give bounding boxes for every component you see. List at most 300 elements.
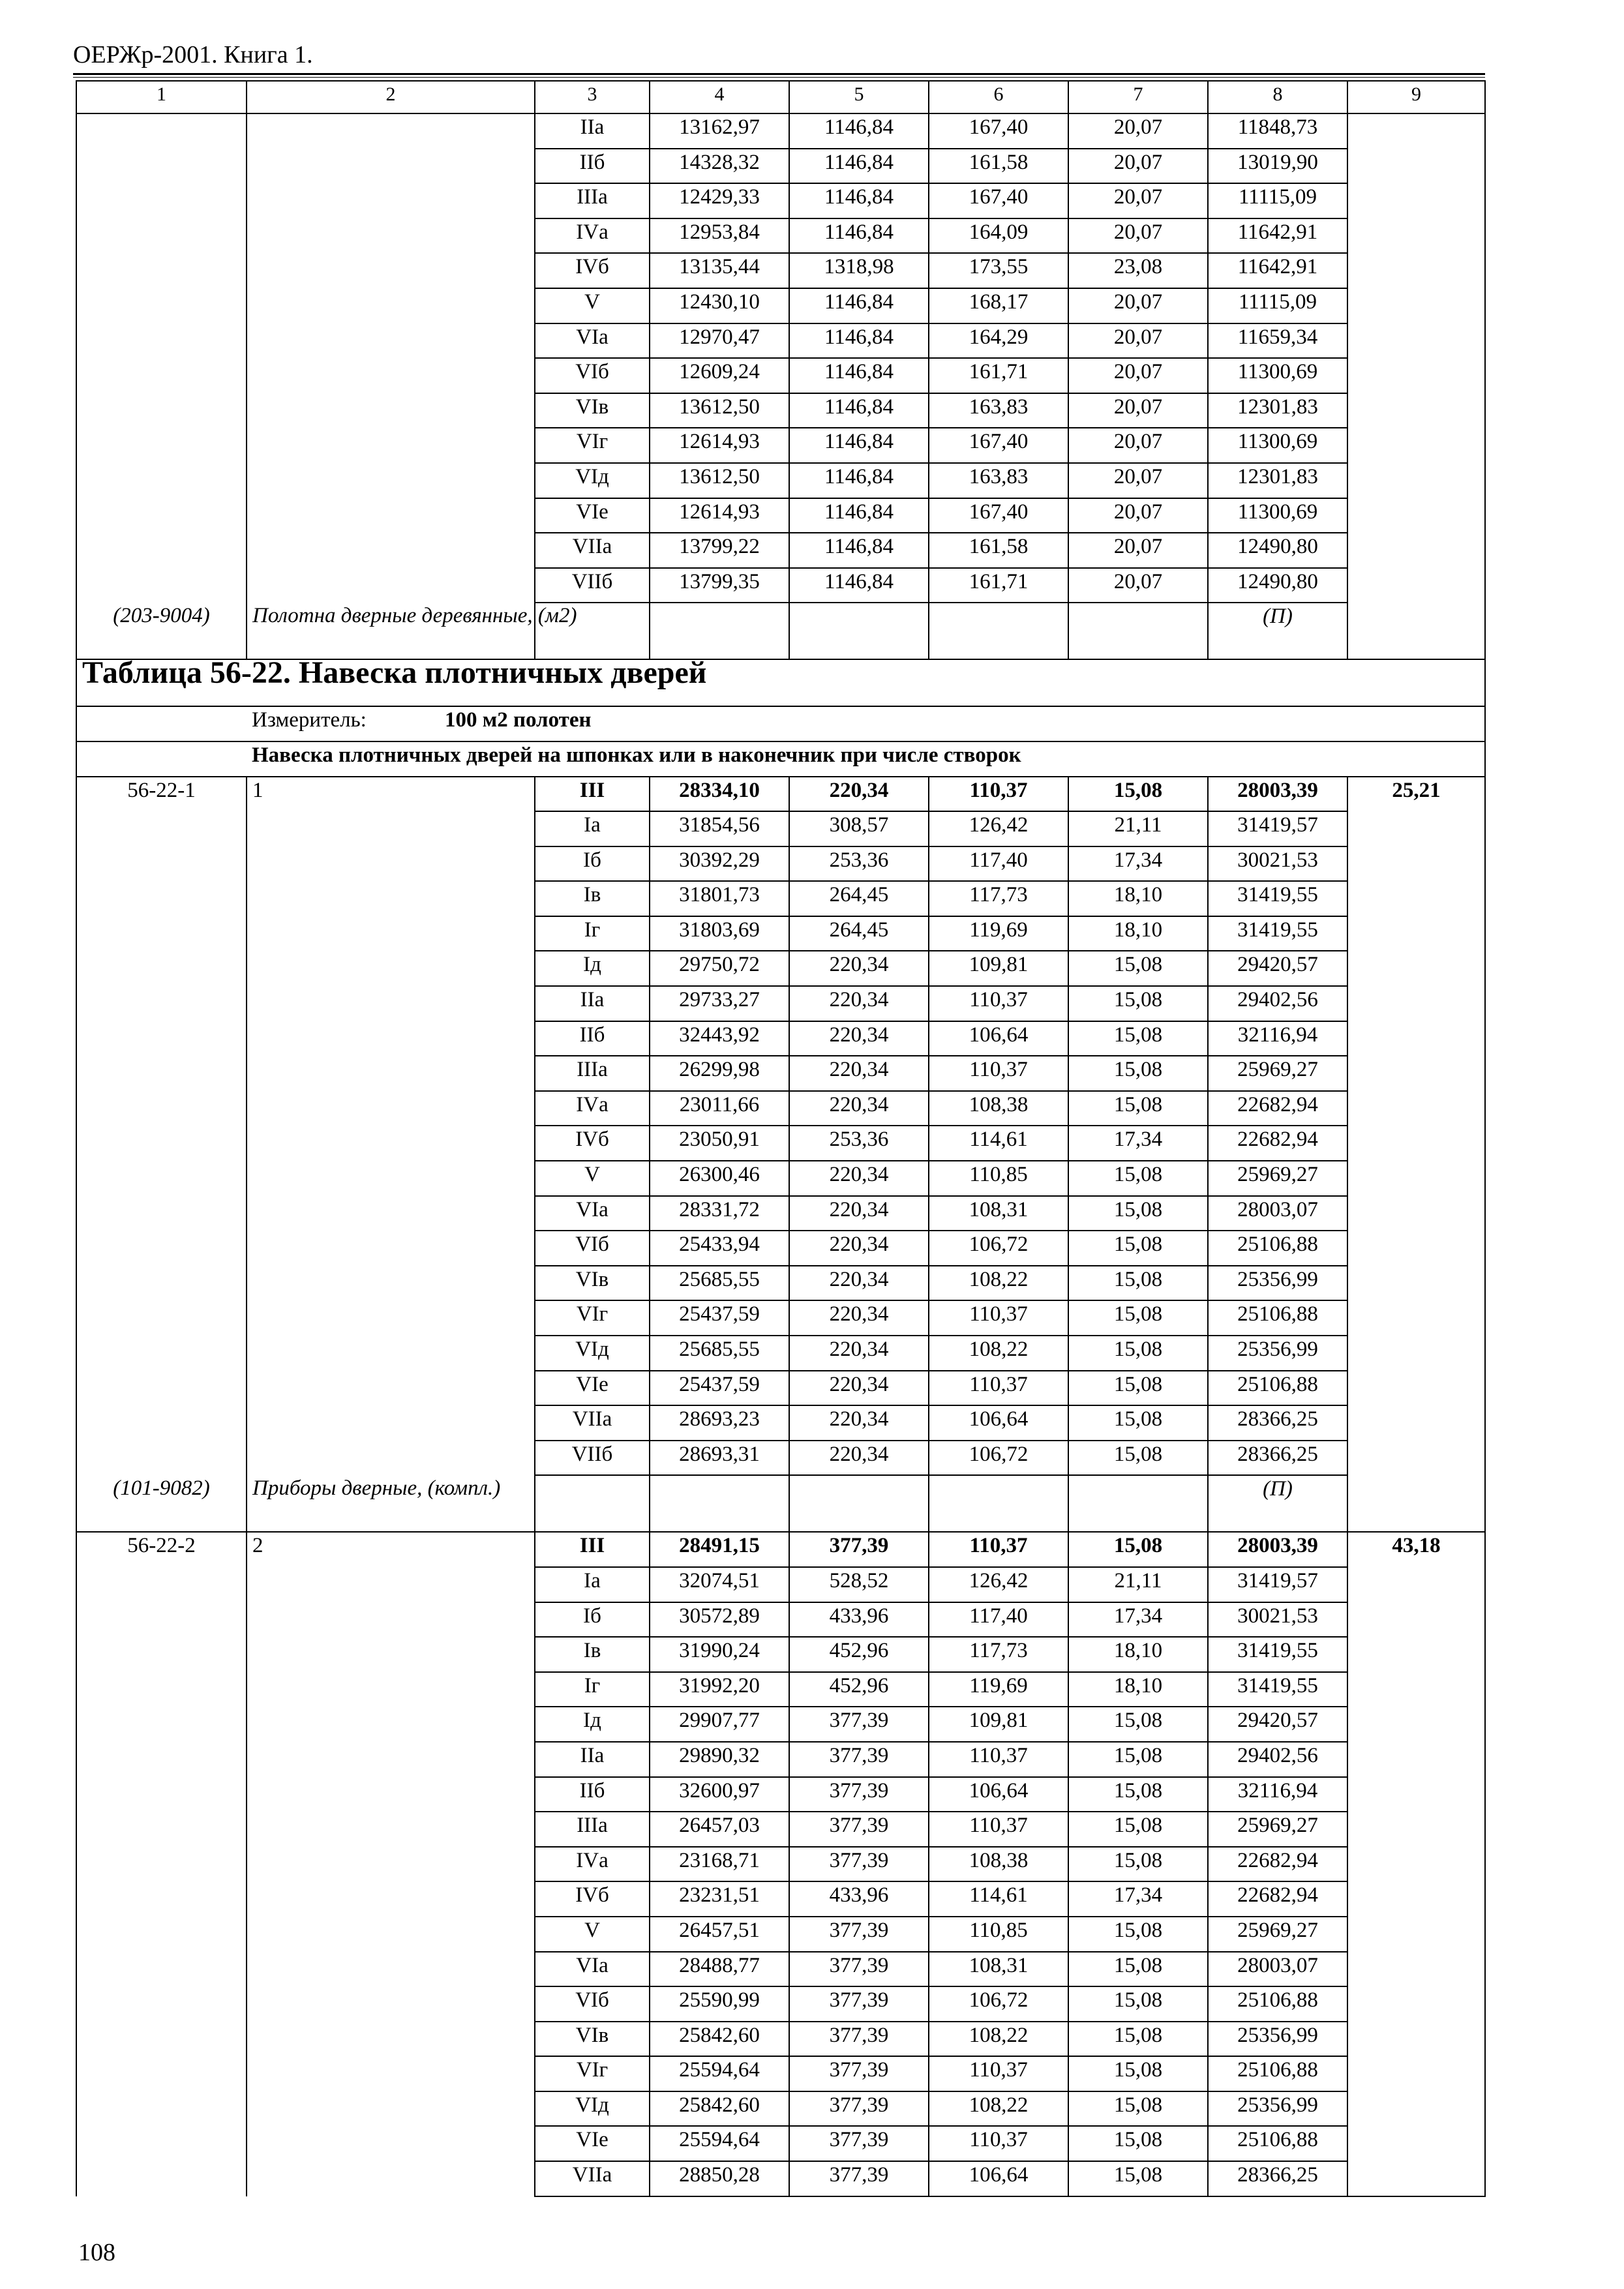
- value-cell: 28331,72: [650, 1196, 789, 1231]
- value-cell: 452,96: [789, 1637, 929, 1672]
- empty-cell: [535, 1475, 650, 1532]
- value-cell: 30572,89: [650, 1602, 789, 1638]
- zone-label: VIб: [535, 358, 650, 393]
- value-cell: 14328,32: [650, 149, 789, 184]
- value-cell: 25969,27: [1208, 1056, 1347, 1091]
- value-cell: 110,37: [929, 2056, 1068, 2091]
- zone-label: VIг: [535, 428, 650, 463]
- value-cell: 110,85: [929, 1161, 1068, 1196]
- value-cell: 161,58: [929, 533, 1068, 568]
- value-cell: 15,08: [1068, 777, 1208, 812]
- empty-cell: [789, 1475, 929, 1532]
- value-cell: 15,08: [1068, 1441, 1208, 1476]
- empty-cell: [650, 603, 789, 659]
- value-cell: 22682,94: [1208, 1847, 1347, 1882]
- page-number: 108: [78, 2239, 115, 2266]
- value-cell: 108,38: [929, 1091, 1068, 1126]
- value-cell: 26299,98: [650, 1056, 789, 1091]
- value-cell: 110,37: [929, 1532, 1068, 1567]
- value-cell: 28003,07: [1208, 1952, 1347, 1987]
- zone-label: VIа: [535, 1196, 650, 1231]
- value-cell: 108,38: [929, 1847, 1068, 1882]
- value-cell: 13135,44: [650, 253, 789, 288]
- value-cell: 114,61: [929, 1126, 1068, 1161]
- value-cell: 1146,84: [789, 218, 929, 254]
- value-cell: 25106,88: [1208, 1300, 1347, 1336]
- value-cell: 15,08: [1068, 2091, 1208, 2127]
- zone-label: III: [535, 777, 650, 812]
- value-cell: 12609,24: [650, 358, 789, 393]
- value-cell: 28003,39: [1208, 777, 1347, 812]
- value-cell: 20,07: [1068, 533, 1208, 568]
- value-cell: 108,31: [929, 1952, 1068, 1987]
- zone-label: IIIа: [535, 183, 650, 218]
- value-cell: 31419,55: [1208, 1672, 1347, 1707]
- value-cell: 29402,56: [1208, 1742, 1347, 1777]
- value-cell: 20,07: [1068, 358, 1208, 393]
- zone-label: VIIа: [535, 2161, 650, 2196]
- value-cell: 15,08: [1068, 1266, 1208, 1301]
- value-cell: 163,83: [929, 463, 1068, 498]
- value-cell: 377,39: [789, 1812, 929, 1847]
- zone-label: IIа: [535, 1742, 650, 1777]
- zone-label: VIд: [535, 2091, 650, 2127]
- value-cell: 377,39: [789, 2161, 929, 2196]
- value-cell: 167,40: [929, 428, 1068, 463]
- value-cell: 31854,56: [650, 811, 789, 846]
- value-cell: 28488,77: [650, 1952, 789, 1987]
- value-cell: 110,85: [929, 1917, 1068, 1952]
- zone-label: IIа: [535, 986, 650, 1021]
- value-cell: 1146,84: [789, 533, 929, 568]
- value-cell: 167,40: [929, 113, 1068, 149]
- value-cell: 106,72: [929, 1231, 1068, 1266]
- table-row: [76, 113, 1485, 149]
- measurer-value: 100 м2 полотен: [445, 708, 592, 732]
- value-cell: 220,34: [789, 1300, 929, 1336]
- zone-label: VIе: [535, 2126, 650, 2161]
- value-cell: 31419,55: [1208, 1637, 1347, 1672]
- value-cell: 25594,64: [650, 2056, 789, 2091]
- value-cell: 18,10: [1068, 881, 1208, 916]
- value-cell: 20,07: [1068, 428, 1208, 463]
- value-cell: 1146,84: [789, 498, 929, 533]
- value-cell: 28693,31: [650, 1441, 789, 1476]
- zone-label: VIIа: [535, 1405, 650, 1441]
- value-cell: 12490,80: [1208, 568, 1347, 603]
- value-cell: 22682,94: [1208, 1126, 1347, 1161]
- zone-label: IIа: [535, 113, 650, 149]
- value-cell: 30392,29: [650, 846, 789, 882]
- zone-label: VIв: [535, 1266, 650, 1301]
- zone-label: III: [535, 1532, 650, 1567]
- value-cell: 25356,99: [1208, 2022, 1347, 2057]
- value-cell: 32116,94: [1208, 1021, 1347, 1056]
- value-cell: 25106,88: [1208, 1371, 1347, 1406]
- value-cell: 220,34: [789, 986, 929, 1021]
- value-cell: 28693,23: [650, 1405, 789, 1441]
- value-cell: 220,34: [789, 1336, 929, 1371]
- empty-cell: [789, 603, 929, 659]
- value-cell: 168,17: [929, 288, 1068, 323]
- zone-label: V: [535, 288, 650, 323]
- value-cell: 264,45: [789, 916, 929, 951]
- value-cell: 108,31: [929, 1196, 1068, 1231]
- labor-cost: 25,21: [1347, 777, 1485, 1533]
- value-cell: 25969,27: [1208, 1161, 1347, 1196]
- value-cell: 31992,20: [650, 1672, 789, 1707]
- value-cell: 18,10: [1068, 916, 1208, 951]
- value-cell: 220,34: [789, 777, 929, 812]
- zone-label: Iг: [535, 916, 650, 951]
- value-cell: 110,37: [929, 1300, 1068, 1336]
- value-cell: 377,39: [789, 1707, 929, 1742]
- value-cell: 108,22: [929, 2022, 1068, 2057]
- empty-cell: [1068, 603, 1208, 659]
- value-cell: 29907,77: [650, 1707, 789, 1742]
- measurer: [247, 706, 1485, 741]
- value-cell: 106,72: [929, 1986, 1068, 2022]
- value-cell: 25106,88: [1208, 2126, 1347, 2161]
- rate-description: [247, 113, 535, 603]
- value-cell: 220,34: [789, 1056, 929, 1091]
- zone-label: Iд: [535, 951, 650, 986]
- value-cell: 15,08: [1068, 1952, 1208, 1987]
- zone-label: IIб: [535, 1021, 650, 1056]
- value-cell: 433,96: [789, 1602, 929, 1638]
- value-cell: 17,34: [1068, 1881, 1208, 1917]
- value-cell: 25842,60: [650, 2091, 789, 2127]
- column-number: 8: [1208, 81, 1347, 113]
- value-cell: 11659,34: [1208, 323, 1347, 359]
- empty-cell: [929, 1475, 1068, 1532]
- value-cell: 25969,27: [1208, 1812, 1347, 1847]
- zone-label: VIIб: [535, 568, 650, 603]
- value-cell: 126,42: [929, 1567, 1068, 1602]
- value-cell: 119,69: [929, 1672, 1068, 1707]
- value-cell: 377,39: [789, 1986, 929, 2022]
- zone-label: IIIа: [535, 1812, 650, 1847]
- value-cell: 20,07: [1068, 498, 1208, 533]
- value-cell: 110,37: [929, 1742, 1068, 1777]
- value-cell: 20,07: [1068, 113, 1208, 149]
- value-cell: 1146,84: [789, 149, 929, 184]
- value-cell: 31990,24: [650, 1637, 789, 1672]
- zone-label: IVб: [535, 1881, 650, 1917]
- subtitle: Навеска плотничных дверей на шпонках или в наконечник при числе створок: [247, 741, 1485, 777]
- value-cell: 15,08: [1068, 1405, 1208, 1441]
- value-cell: 15,08: [1068, 1371, 1208, 1406]
- value-cell: 23231,51: [650, 1881, 789, 1917]
- rate-description: 2: [247, 1532, 535, 2196]
- subtitle-spacer: [76, 741, 247, 777]
- value-cell: 110,37: [929, 1371, 1068, 1406]
- value-cell: 25842,60: [650, 2022, 789, 2057]
- value-cell: 25685,55: [650, 1266, 789, 1301]
- value-cell: 11115,09: [1208, 183, 1347, 218]
- value-cell: 29750,72: [650, 951, 789, 986]
- zone-label: VIб: [535, 1986, 650, 2022]
- value-cell: 29890,32: [650, 1742, 789, 1777]
- value-cell: 31419,57: [1208, 811, 1347, 846]
- value-cell: 28366,25: [1208, 2161, 1347, 2196]
- zone-label: VIIб: [535, 1441, 650, 1476]
- page-header: ОЕРЖр-2001. Книга 1.: [73, 41, 313, 68]
- value-cell: 13799,35: [650, 568, 789, 603]
- value-cell: 13612,50: [650, 393, 789, 428]
- zone-label: Iа: [535, 811, 650, 846]
- value-cell: 12614,93: [650, 428, 789, 463]
- value-cell: 32443,92: [650, 1021, 789, 1056]
- resource-row: [76, 603, 1485, 659]
- value-cell: 30021,53: [1208, 1602, 1347, 1638]
- value-cell: 1146,84: [789, 568, 929, 603]
- resource-name: Приборы дверные, (компл.): [247, 1475, 535, 1532]
- value-cell: 28003,07: [1208, 1196, 1347, 1231]
- value-cell: 22682,94: [1208, 1881, 1347, 1917]
- value-cell: 25106,88: [1208, 1231, 1347, 1266]
- column-number: 9: [1347, 81, 1485, 113]
- value-cell: 1146,84: [789, 183, 929, 218]
- value-cell: 13799,22: [650, 533, 789, 568]
- value-cell: 15,08: [1068, 1021, 1208, 1056]
- resource-code: (203-9004): [76, 603, 247, 659]
- value-cell: 220,34: [789, 1196, 929, 1231]
- value-cell: 23050,91: [650, 1126, 789, 1161]
- labor-cost: [1347, 113, 1485, 659]
- value-cell: 377,39: [789, 2022, 929, 2057]
- value-cell: 13019,90: [1208, 149, 1347, 184]
- zone-label: IVб: [535, 1126, 650, 1161]
- resource-code: (101-9082): [76, 1475, 247, 1532]
- value-cell: 253,36: [789, 1126, 929, 1161]
- value-cell: 25685,55: [650, 1336, 789, 1371]
- value-cell: 117,40: [929, 1602, 1068, 1638]
- value-cell: 29420,57: [1208, 1707, 1347, 1742]
- value-cell: 30021,53: [1208, 846, 1347, 882]
- value-cell: 377,39: [789, 2056, 929, 2091]
- value-cell: 117,40: [929, 846, 1068, 882]
- value-cell: 25356,99: [1208, 2091, 1347, 2127]
- value-cell: 377,39: [789, 1952, 929, 1987]
- value-cell: 220,34: [789, 951, 929, 986]
- value-cell: 20,07: [1068, 218, 1208, 254]
- value-cell: 25969,27: [1208, 1917, 1347, 1952]
- empty-cell: [929, 603, 1068, 659]
- value-cell: 1318,98: [789, 253, 929, 288]
- measurer-label: Измеритель:: [252, 708, 367, 732]
- value-cell: 1146,84: [789, 358, 929, 393]
- value-cell: 20,07: [1068, 288, 1208, 323]
- zone-label: IIIа: [535, 1056, 650, 1091]
- value-cell: 25106,88: [1208, 2056, 1347, 2091]
- measurer-spacer: [76, 706, 247, 741]
- value-cell: 11115,09: [1208, 288, 1347, 323]
- value-cell: 110,37: [929, 1812, 1068, 1847]
- value-cell: 108,22: [929, 2091, 1068, 2127]
- zone-label: V: [535, 1161, 650, 1196]
- value-cell: 18,10: [1068, 1672, 1208, 1707]
- value-cell: 15,08: [1068, 1300, 1208, 1336]
- zone-label: VIд: [535, 463, 650, 498]
- value-cell: 25590,99: [650, 1986, 789, 2022]
- value-cell: 173,55: [929, 253, 1068, 288]
- zone-label: Iб: [535, 846, 650, 882]
- value-cell: 15,08: [1068, 1777, 1208, 1812]
- value-cell: 15,08: [1068, 1161, 1208, 1196]
- value-cell: 15,08: [1068, 1532, 1208, 1567]
- value-cell: 528,52: [789, 1567, 929, 1602]
- value-cell: 108,22: [929, 1266, 1068, 1301]
- zone-label: Iг: [535, 1672, 650, 1707]
- value-cell: 117,73: [929, 1637, 1068, 1672]
- value-cell: 12970,47: [650, 323, 789, 359]
- column-number: 6: [929, 81, 1068, 113]
- value-cell: 452,96: [789, 1672, 929, 1707]
- value-cell: 15,08: [1068, 951, 1208, 986]
- value-cell: 117,73: [929, 881, 1068, 916]
- value-cell: 167,40: [929, 498, 1068, 533]
- resource-note: (П): [1208, 1475, 1347, 1532]
- value-cell: 167,40: [929, 183, 1068, 218]
- value-cell: 1146,84: [789, 428, 929, 463]
- value-cell: 15,08: [1068, 1231, 1208, 1266]
- value-cell: 161,71: [929, 568, 1068, 603]
- zone-label: VIг: [535, 1300, 650, 1336]
- value-cell: 12429,33: [650, 183, 789, 218]
- column-number: 5: [789, 81, 929, 113]
- zone-label: IVб: [535, 253, 650, 288]
- value-cell: 26457,51: [650, 1917, 789, 1952]
- zone-label: VIIа: [535, 533, 650, 568]
- value-cell: 21,11: [1068, 811, 1208, 846]
- rate-code: 56-22-1: [76, 777, 247, 1476]
- value-cell: 11642,91: [1208, 218, 1347, 254]
- value-cell: 1146,84: [789, 113, 929, 149]
- zone-label: Iв: [535, 881, 650, 916]
- value-cell: 28003,39: [1208, 1532, 1347, 1567]
- resource-note: (П): [1208, 603, 1347, 659]
- header-rule: [73, 73, 1485, 75]
- value-cell: 20,07: [1068, 149, 1208, 184]
- value-cell: 32600,97: [650, 1777, 789, 1812]
- value-cell: 15,08: [1068, 1917, 1208, 1952]
- value-cell: 164,29: [929, 323, 1068, 359]
- measurer-row: [76, 706, 1485, 741]
- value-cell: 377,39: [789, 1532, 929, 1567]
- value-cell: 20,07: [1068, 463, 1208, 498]
- value-cell: 29420,57: [1208, 951, 1347, 986]
- value-cell: 377,39: [789, 1742, 929, 1777]
- table-row: [76, 1532, 1485, 1567]
- table-title: Таблица 56-22. Навеска плотничных дверей: [76, 659, 1485, 706]
- value-cell: 126,42: [929, 811, 1068, 846]
- subtitle-row: [76, 741, 1485, 777]
- rate-code: 56-22-2: [76, 1532, 247, 2196]
- value-cell: 15,08: [1068, 1336, 1208, 1371]
- zone-label: VIв: [535, 393, 650, 428]
- value-cell: 1146,84: [789, 463, 929, 498]
- value-cell: 21,11: [1068, 1567, 1208, 1602]
- value-cell: 377,39: [789, 1777, 929, 1812]
- value-cell: 29733,27: [650, 986, 789, 1021]
- value-cell: 11848,73: [1208, 113, 1347, 149]
- empty-cell: [1068, 1475, 1208, 1532]
- zone-label: IVа: [535, 1091, 650, 1126]
- value-cell: 220,34: [789, 1161, 929, 1196]
- value-cell: 161,58: [929, 149, 1068, 184]
- value-cell: 15,08: [1068, 2126, 1208, 2161]
- value-cell: 25437,59: [650, 1300, 789, 1336]
- table-title-row: [76, 659, 1485, 706]
- value-cell: 12490,80: [1208, 533, 1347, 568]
- value-cell: 109,81: [929, 1707, 1068, 1742]
- value-cell: 1146,84: [789, 288, 929, 323]
- zone-label: IVа: [535, 218, 650, 254]
- zone-label: V: [535, 1917, 650, 1952]
- value-cell: 31803,69: [650, 916, 789, 951]
- value-cell: 106,64: [929, 1021, 1068, 1056]
- value-cell: 25106,88: [1208, 1986, 1347, 2022]
- value-cell: 110,37: [929, 1056, 1068, 1091]
- value-cell: 17,34: [1068, 1126, 1208, 1161]
- value-cell: 377,39: [789, 2091, 929, 2127]
- value-cell: 11300,69: [1208, 498, 1347, 533]
- value-cell: 31419,57: [1208, 1567, 1347, 1602]
- value-cell: 28850,28: [650, 2161, 789, 2196]
- rate-code: [76, 113, 247, 603]
- value-cell: 15,08: [1068, 2022, 1208, 2057]
- header-rule-thin: [73, 77, 1485, 78]
- value-cell: 106,64: [929, 1405, 1068, 1441]
- column-number: 2: [247, 81, 535, 113]
- value-cell: 220,34: [789, 1231, 929, 1266]
- value-cell: 15,08: [1068, 1986, 1208, 2022]
- value-cell: 114,61: [929, 1881, 1068, 1917]
- value-cell: 22682,94: [1208, 1091, 1347, 1126]
- value-cell: 15,08: [1068, 1056, 1208, 1091]
- value-cell: 23168,71: [650, 1847, 789, 1882]
- value-cell: 28491,15: [650, 1532, 789, 1567]
- empty-cell: [650, 1475, 789, 1532]
- value-cell: 29402,56: [1208, 986, 1347, 1021]
- value-cell: 220,34: [789, 1091, 929, 1126]
- value-cell: 20,07: [1068, 568, 1208, 603]
- value-cell: 25356,99: [1208, 1266, 1347, 1301]
- value-cell: 220,34: [789, 1266, 929, 1301]
- value-cell: 110,37: [929, 777, 1068, 812]
- value-cell: 253,36: [789, 846, 929, 882]
- value-cell: 32074,51: [650, 1567, 789, 1602]
- value-cell: 377,39: [789, 1847, 929, 1882]
- value-cell: 119,69: [929, 916, 1068, 951]
- value-cell: 106,72: [929, 1441, 1068, 1476]
- value-cell: 18,10: [1068, 1637, 1208, 1672]
- value-cell: 20,07: [1068, 323, 1208, 359]
- value-cell: 220,34: [789, 1371, 929, 1406]
- value-cell: 26300,46: [650, 1161, 789, 1196]
- value-cell: 264,45: [789, 881, 929, 916]
- value-cell: 28366,25: [1208, 1405, 1347, 1441]
- value-cell: 110,37: [929, 986, 1068, 1021]
- value-cell: 13612,50: [650, 463, 789, 498]
- value-cell: 1146,84: [789, 323, 929, 359]
- value-cell: 25433,94: [650, 1231, 789, 1266]
- zone-label: Iа: [535, 1567, 650, 1602]
- value-cell: 25356,99: [1208, 1336, 1347, 1371]
- value-cell: 15,08: [1068, 1707, 1208, 1742]
- value-cell: 23011,66: [650, 1091, 789, 1126]
